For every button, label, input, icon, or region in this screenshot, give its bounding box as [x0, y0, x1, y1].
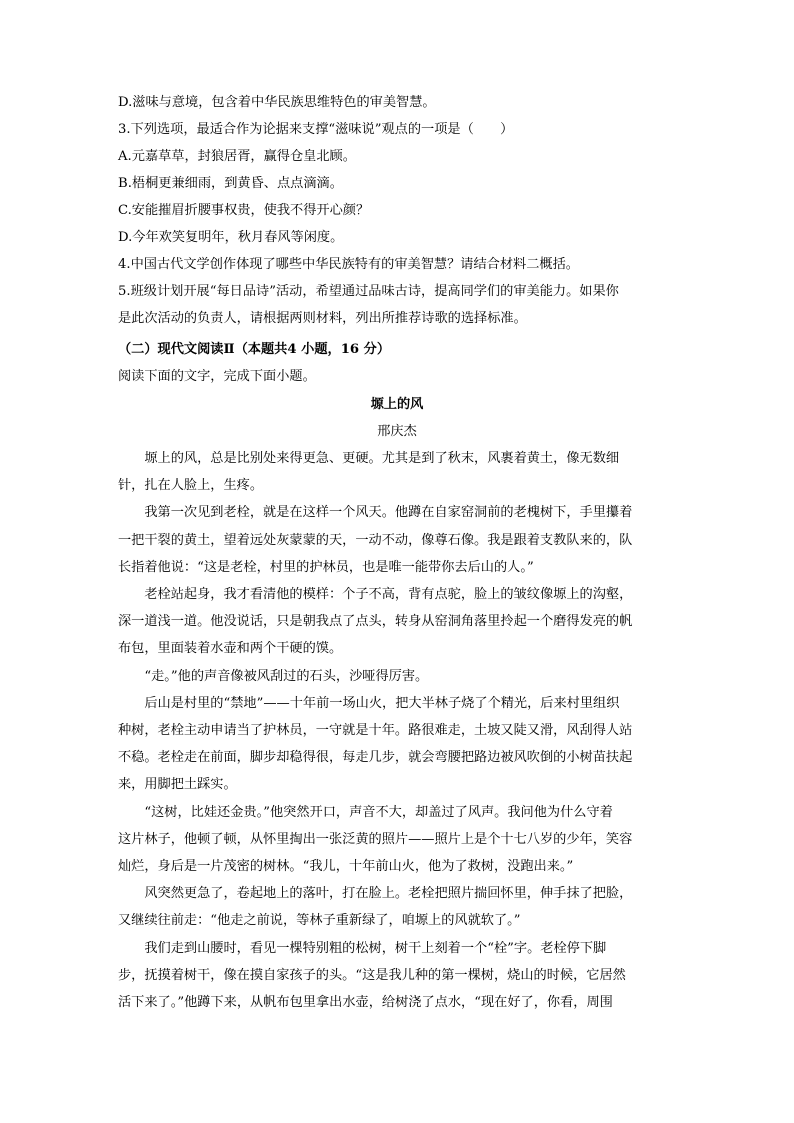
article-paragraph-line: “这树，比娃还金贵。”他突然开口，声音不大，却盖过了风声。我问他为什么守着	[118, 805, 613, 820]
article-paragraph-line: 布包，里面装着水壶和两个干硬的馍。	[118, 641, 343, 656]
question-line: 5.班级计划开展“每日品诗”活动，希望通过品味古诗，提高同学们的审美能力。如果你	[118, 284, 619, 299]
section-header: （二）现代文阅读Ⅱ（本题共4 小题，16 分）	[118, 342, 391, 357]
question-line: B.梧桐更兼细雨，到黄昏、点点滴滴。	[118, 176, 343, 191]
article-paragraph-line: 风突然更急了，卷起地上的落叶，打在脸上。老栓把照片揣回怀里，伸手抹了把脸，	[118, 886, 633, 901]
article-paragraph-line: 种树，老栓主动申请当了护林员，一守就是十年。路很难走，土坡又陡又滑，风刮得人站	[118, 723, 633, 738]
article-paragraph-line: 我们走到山腰时，看见一棵特别粗的松树，树干上刻着一个“栓”字。老栓停下脚	[118, 941, 607, 956]
article-paragraph-line: 深一道浅一道。他没说话，只是朝我点了点头，转身从窑洞角落里拎起一个磨得发亮的帆	[118, 614, 633, 629]
article-title: 塬上的风	[370, 397, 424, 412]
article-paragraph-line: 步，抚摸着树干，像在摸自家孩子的头。“这是我儿种的第一棵树，烧山的时候，它居然	[118, 968, 626, 983]
article-paragraph-line: 针，扎在人脸上，生疼。	[118, 478, 264, 493]
question-line: D.今年欢笑复明年，秋月春风等闲度。	[118, 230, 344, 245]
article-paragraph-line: 塬上的风，总是比别处来得更急、更硬。尤其是到了秋末，风裹着黄土，像无数细	[118, 451, 620, 466]
article-paragraph-line: 活下来了。”他蹲下来，从帆布包里拿出水壶，给树浇了点水，“现在好了，你看，周围	[118, 995, 613, 1010]
article-paragraph-line: 不稳。老栓走在前面，脚步却稳得很，每走几步，就会弯腰把路边被风吹倒的小树苗扶起	[118, 750, 633, 765]
instruction-text: 阅读下面的文字，完成下面小题。	[118, 369, 316, 384]
article-paragraph-line: 我第一次见到老栓，就是在这样一个风天。他蹲在自家窑洞前的老槐树下，手里攥着	[118, 505, 633, 520]
article-paragraph-line: 后山是村里的“禁地”——十年前一场山火，把大半林子烧了个精光，后来村里组织	[118, 696, 620, 711]
article-paragraph-line: 灿烂，身后是一片茂密的树林。“我儿，十年前山火，他为了救树，没跑出来。”	[118, 859, 574, 874]
question-line: A.元嘉草草，封狼居胥，赢得仓皇北顾。	[118, 149, 356, 164]
article-paragraph-line: 一把干裂的黄土，望着远处灰蒙蒙的天，一动不动，像尊石像。我是跟着支教队来的，队	[118, 533, 633, 548]
article-paragraph-line: 老栓站起身，我才看清他的模样：个子不高，背有点驼，脸上的皱纹像塬上的沟壑，	[118, 587, 633, 602]
question-line: 4.中国古代文学创作体现了哪些中华民族特有的审美智慧？请结合材料二概括。	[118, 257, 579, 272]
article-author: 邢庆杰	[377, 424, 417, 439]
article-paragraph-line: 来，用脚把土踩实。	[118, 777, 237, 792]
question-line: C.安能摧眉折腰事权贵，使我不得开心颜？	[118, 203, 370, 218]
article-paragraph-line: 又继续往前走：“他走之前说，等林子重新绿了，咱塬上的风就软了。”	[118, 913, 521, 928]
question-line: 3.下列选项，最适合作为论据来支撑“滋味说”观点的一项是（ ）	[118, 122, 514, 137]
article-paragraph-line: 长指着他说：“这是老栓，村里的护林员，也是唯一能带你去后山的人。”	[118, 560, 534, 575]
article-paragraph-line: “走。”他的声音像被风刮过的石头，沙哑得厉害。	[118, 669, 429, 684]
article-paragraph-line: 这片林子，他顿了顿，从怀里掏出一张泛黄的照片——照片上是个十七八岁的少年，笑容	[118, 832, 633, 847]
question-line: 是此次活动的负责人，请根据两则材料，列出所推荐诗歌的选择标准。	[118, 311, 527, 326]
question-line: D.滋味与意境，包含着中华民族思维特色的审美智慧。	[118, 95, 436, 110]
